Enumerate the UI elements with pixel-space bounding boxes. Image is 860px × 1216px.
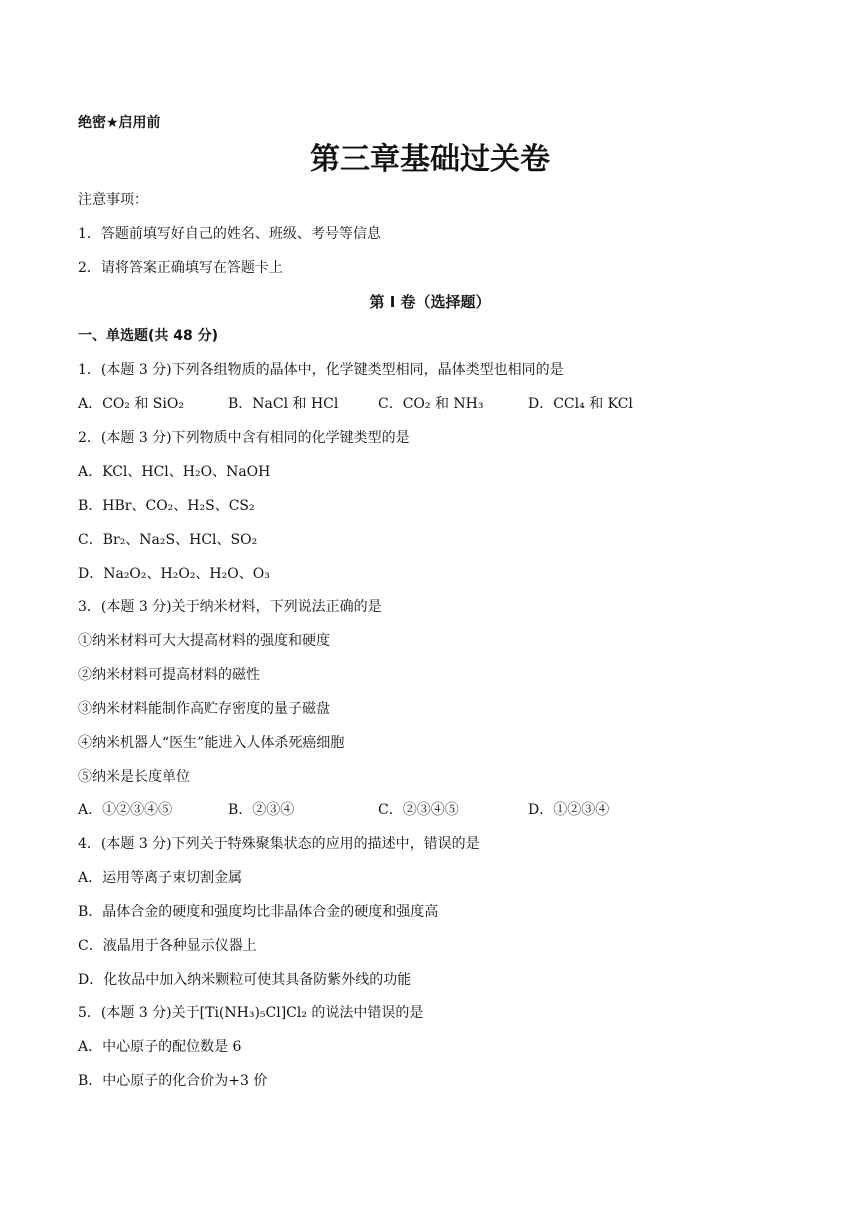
notice-item: 2．请将答案正确填写在答题卡上 xyxy=(78,260,283,276)
answer-option: C．Br₂、Na₂S、HCl、SO₂ xyxy=(78,532,258,548)
question-stem: 3．(本题 3 分)关于纳米材料，下列说法正确的是 xyxy=(78,599,382,615)
page-title: 第三章基础过关卷 xyxy=(310,142,550,177)
answer-option: D．Na₂O₂、H₂O₂、H₂O、O₃ xyxy=(78,566,270,582)
answer-option: B．晶体合金的硬度和强度均比非晶体合金的硬度和强度高 xyxy=(78,904,439,920)
notice-item: 1．答题前填写好自己的姓名、班级、考号等信息 xyxy=(78,226,381,242)
volume-title: 第 I 卷（选择题） xyxy=(369,293,491,311)
answer-option: B．②③④ xyxy=(228,802,295,818)
question-stem: 1．(本题 3 分)下列各组物质的晶体中，化学键类型相同，晶体类型也相同的是 xyxy=(78,362,564,378)
answer-option: A．①②③④⑤ xyxy=(78,802,173,818)
answer-option: D．化妆品中加入纳米颗粒可使其具备防紫外线的功能 xyxy=(78,972,412,988)
statement-item: ⑤纳米是长度单位 xyxy=(78,769,190,785)
answer-option: D．CCl₄ 和 KCl xyxy=(528,396,633,412)
answer-option: C．CO₂ 和 NH₃ xyxy=(378,396,484,412)
answer-option: B．NaCl 和 HCl xyxy=(228,396,339,412)
answer-option: C．液晶用于各种显示仪器上 xyxy=(78,938,257,954)
answer-option: B．HBr、CO₂、H₂S、CS₂ xyxy=(78,498,255,514)
answer-option: A．CO₂ 和 SiO₂ xyxy=(78,396,184,412)
statement-item: ②纳米材料可提高材料的磁性 xyxy=(78,667,260,683)
answer-option: D．①②③④ xyxy=(528,802,610,818)
answer-option: C．②③④⑤ xyxy=(378,802,459,818)
statement-item: ④纳米机器人“医生”能进入人体杀死癌细胞 xyxy=(78,735,345,751)
statement-item: ③纳米材料能制作高贮存密度的量子磁盘 xyxy=(78,701,330,717)
answer-option: A．运用等离子束切割金属 xyxy=(78,870,243,886)
answer-option: A．KCl、HCl、H₂O、NaOH xyxy=(78,464,271,480)
section-title: 一、单选题(共 48 分) xyxy=(78,328,219,344)
notice-heading: 注意事项： xyxy=(78,192,148,208)
answer-option: B．中心原子的化合价为+3 价 xyxy=(78,1073,268,1089)
question-stem: 2．(本题 3 分)下列物质中含有相同的化学键类型的是 xyxy=(78,430,410,446)
question-stem: 4．(本题 3 分)下列关于特殊聚集状态的应用的描述中，错误的是 xyxy=(78,836,480,852)
confidential-label: 绝密★启用前 xyxy=(78,115,161,131)
answer-option: A．中心原子的配位数是 6 xyxy=(78,1039,242,1055)
question-stem: 5．(本题 3 分)关于[Ti(NH₃)₅Cl]Cl₂ 的说法中错误的是 xyxy=(78,1005,424,1021)
statement-item: ①纳米材料可大大提高材料的强度和硬度 xyxy=(78,633,330,649)
